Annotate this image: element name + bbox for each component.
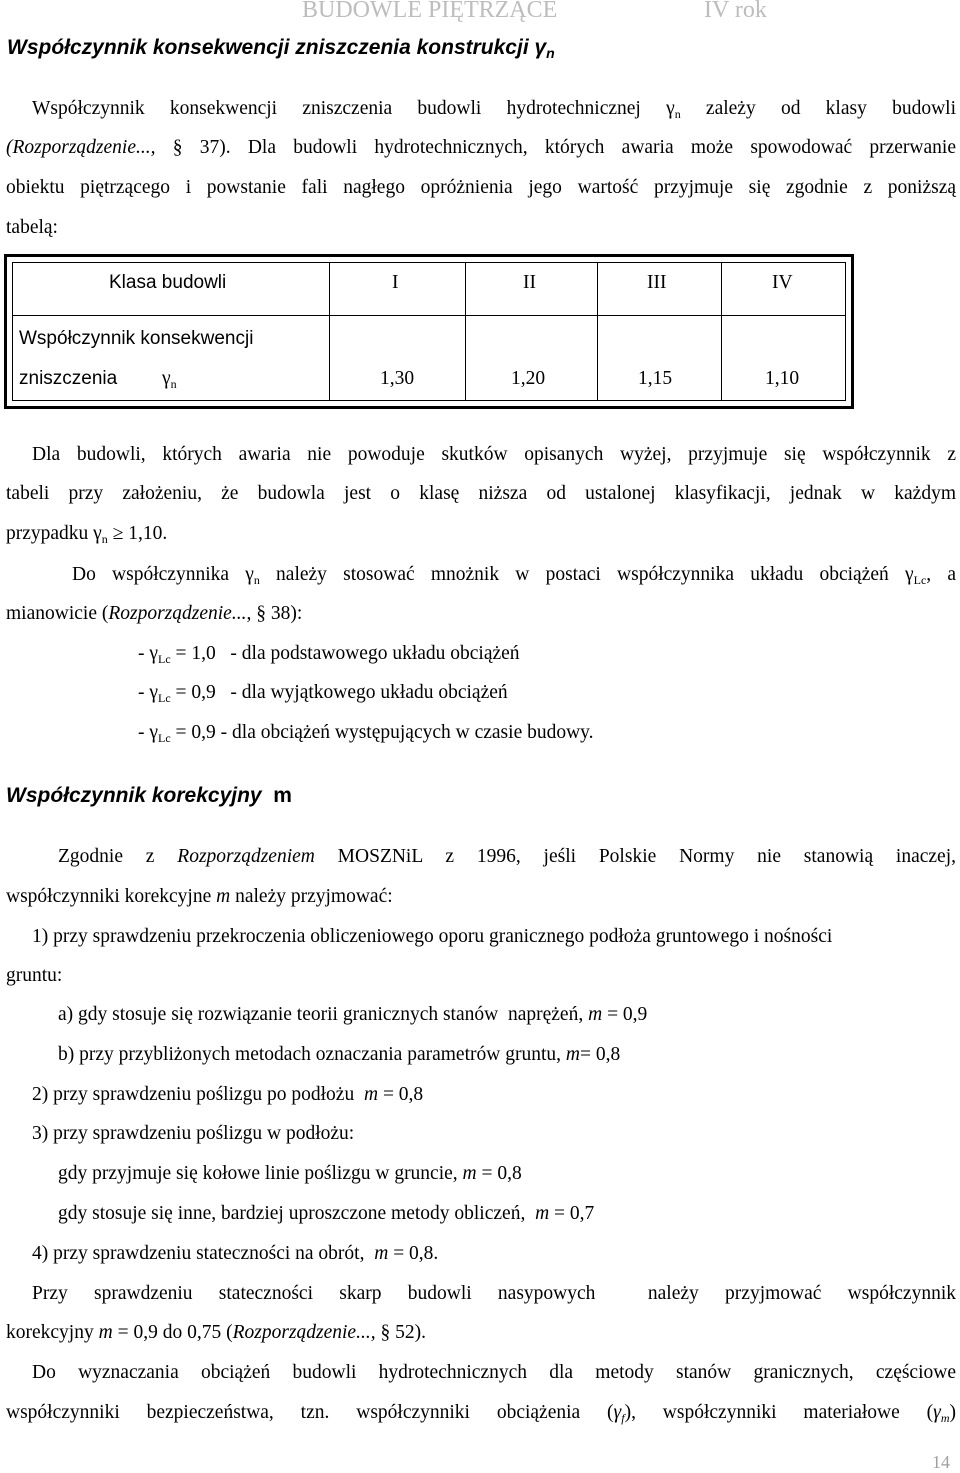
- table-value-cell: 1,30: [380, 368, 415, 389]
- table-value-cell: 1,20: [511, 368, 546, 389]
- list-item: - $\gamma_{Lc} = 0,9$ - dla obciążeń występujących w czasie budowy.: [138, 722, 594, 745]
- paragraph-line: tabeli przy założeniu, że budowla jest o klasę niższa od ustalonej klasyfikacji, jednak w każdym: [6, 483, 956, 504]
- paragraph-line: obiektu piętrzącego i powstanie fali nagłego opróżnienia jego wartość przyjmuje się zgodnie z poniższą: [6, 177, 956, 198]
- table-class-cell: IV: [772, 272, 793, 293]
- paragraph-line: mianowicie (Rozporządzenie..., § 38):: [6, 603, 303, 624]
- paragraph-line: Przy sprawdzeniu stateczności skarp budowli nasypowych należy przyjmować współczynnik: [32, 1283, 956, 1304]
- list-item: 2) przy sprawdzeniu poślizgu po podłożu m = 0,8: [32, 1084, 424, 1105]
- consequence-table: [4, 254, 854, 409]
- table-value-cell: 1,15: [638, 368, 673, 389]
- paragraph-line: Do wyznaczania obciążeń budowli hydrotechnicznych dla metody stanów granicznych, częściowe: [32, 1362, 956, 1383]
- list-item: gdy przyjmuje się kołowe linie poślizgu w gruncie, m = 0,8: [58, 1163, 522, 1184]
- table-class-cell: II: [523, 272, 536, 293]
- list-item: 4) przy sprawdzeniu stateczności na obrót, m = 0,8.: [32, 1243, 439, 1264]
- table-header-label: Klasa budowli: [109, 272, 227, 293]
- list-item: gruntu:: [6, 965, 63, 986]
- table-value-cell: 1,10: [765, 368, 800, 389]
- table-row-symbol: $\gamma_n$: [162, 368, 177, 391]
- section-title-consequence: Współczynnik konsekwencji zniszczenia konstrukcji $\gamma_n$: [7, 36, 555, 61]
- paragraph-line: Dla budowli, których awaria nie powoduje skutków opisanych wyżej, przyjmuje się współczynnik z: [32, 444, 956, 465]
- paragraph-line: Zgodnie z Rozporządzeniem MOSZNiL z 1996, jeśli Polskie Normy nie stanowią inaczej,: [58, 846, 957, 867]
- paragraph-line: przypadku $\gamma_n \ge 1,10$.: [6, 523, 168, 546]
- list-item: 3) przy sprawdzeniu poślizgu w podłożu:: [32, 1123, 355, 1144]
- paragraph-line: Do współczynnika $\gamma_n$ należy stosować mnożnik w postaci współczynnika układu obciążeń $\gamma_{Lc}$, a: [72, 564, 957, 587]
- table-class-cell: III: [647, 272, 667, 293]
- list-item: - $\gamma_{Lc} = 1,0$ - dla podstawowego układu obciążeń: [138, 643, 520, 666]
- paragraph-line: współczynniki korekcyjne m należy przyjmować:: [6, 886, 393, 907]
- list-item: b) przy przybliżonych metodach oznaczania parametrów gruntu, m= 0,8: [58, 1044, 621, 1065]
- running-header-title: BUDOWLE PIĘTRZĄCE: [302, 0, 558, 23]
- paragraph-line: tabelą:: [6, 217, 58, 238]
- table-row-label: Współczynnik konsekwencji: [19, 328, 254, 349]
- list-item: - $\gamma_{Lc} = 0,9$ - dla wyjątkowego układu obciążeń: [138, 682, 508, 705]
- paragraph-line: Współczynnik konsekwencji zniszczenia budowli hydrotechnicznej $\gamma_n$ zależy od klasy budowli: [32, 98, 956, 121]
- list-item: gdy stosuje się inne, bardziej uproszczone metody obliczeń, m = 0,7: [58, 1203, 595, 1224]
- list-item: a) gdy stosuje się rozwiązanie teorii granicznych stanów naprężeń, m = 0,9: [58, 1004, 648, 1025]
- paragraph-line: korekcyjny m = 0,9 do 0,75 (Rozporządzenie..., § 52).: [6, 1322, 426, 1343]
- table-row-label: zniszczenia: [19, 368, 118, 389]
- page-number: 14: [932, 1452, 950, 1472]
- list-item: 1) przy sprawdzeniu przekroczenia obliczeniowego oporu granicznego podłoża gruntowego i nośności: [32, 926, 833, 947]
- paragraph-line: (Rozporządzenie..., § 37). Dla budowli hydrotechnicznych, których awaria może spowodować przerwanie: [6, 137, 956, 158]
- running-header-year: IV rok: [704, 0, 767, 23]
- table-class-cell: I: [392, 272, 399, 293]
- paragraph-line: współczynniki bezpieczeństwa, tzn. współczynniki obciążenia $(\gamma_f)$, współczynniki materiałowe $(\gamma_m)$: [6, 1402, 956, 1425]
- section-title-correction: Współczynnik korekcyjny m: [6, 784, 292, 807]
